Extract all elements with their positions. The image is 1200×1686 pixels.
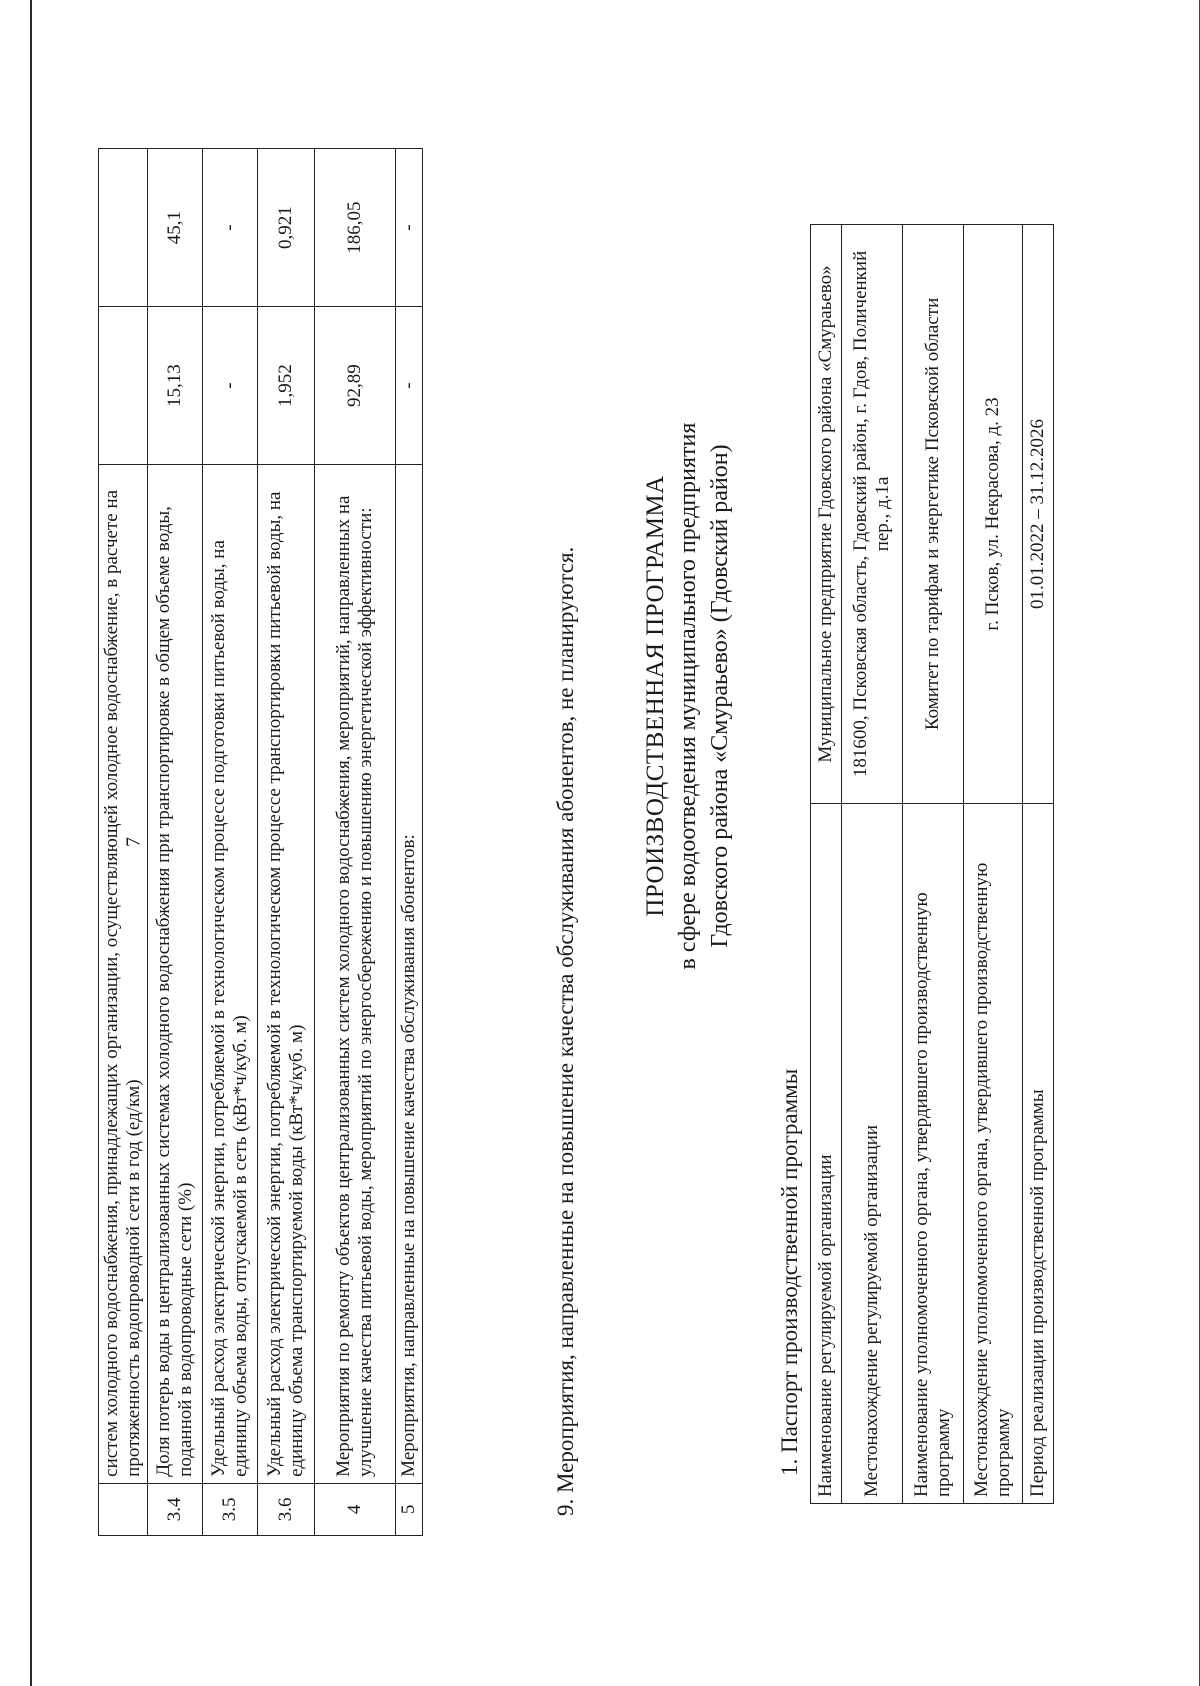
section-9-text: 9. Мероприятия, направленные на повышение качества обслуживания абонентов, не планируются. bbox=[553, 546, 578, 1516]
program-title-block bbox=[640, 346, 736, 1046]
row-value-2: 0,921 bbox=[258, 149, 315, 307]
table-row bbox=[811, 225, 842, 1504]
passport-key: Наименование уполномоченного органа, утвердившего производственную программу bbox=[903, 803, 964, 1503]
row-number: 5 bbox=[396, 1483, 423, 1535]
table-row bbox=[396, 149, 423, 1536]
row-value-1: 92,89 bbox=[315, 307, 396, 465]
row-value-1: 15,13 bbox=[148, 307, 203, 465]
row-number: 3.4 bbox=[148, 1483, 203, 1535]
page-number: 7 bbox=[122, 837, 145, 847]
passport-value: г. Псков, ул. Некрасова, д. 23 bbox=[964, 225, 1023, 804]
row-description: Мероприятия по ремонту объектов централизованных систем холодного водоснабжения, мероприятий, направленных на улучшение качества питьевой воды, мероприятий по энергосбережению и повышению энергетической эффективности: bbox=[315, 464, 396, 1483]
table-row bbox=[148, 149, 203, 1536]
row-value-1 bbox=[99, 307, 148, 465]
program-title: ПРОИЗВОДСТВЕННАЯ ПРОГРАММА bbox=[642, 475, 669, 917]
passport-key: Наименование регулируемой организации bbox=[811, 803, 842, 1503]
program-subtitle-line-2: Гдовского района «Смураьево» (Гдовский район) bbox=[707, 444, 733, 948]
passport-value: 01.01.2022 – 31.12.2026 bbox=[1023, 225, 1054, 804]
row-description: Удельный расход электрической энергии, потребляемой в технологическом процессе подготовки питьевой воды, на единицу объема воды, отпускаемой в сеть (кВт*ч/куб. м) bbox=[203, 464, 258, 1483]
row-value-1: - bbox=[203, 307, 258, 465]
row-value-2 bbox=[99, 149, 148, 307]
row-number: 3.5 bbox=[203, 1483, 258, 1535]
table-row bbox=[203, 149, 258, 1536]
row-value-2: - bbox=[396, 149, 423, 307]
row-value-2: 45,1 bbox=[148, 149, 203, 307]
passport-heading: 1. Паспорт производственной программы bbox=[777, 1068, 802, 1476]
table-row bbox=[315, 149, 396, 1536]
row-description: систем холодного водоснабжения, принадлежащих организации, осуществляющей холодное водоснабжение, в расчете на протяженность водопроводной сети в год (ед/км) bbox=[99, 464, 148, 1483]
table-row bbox=[903, 225, 964, 1504]
passport-table bbox=[810, 224, 1054, 1504]
table-row bbox=[1023, 225, 1054, 1504]
row-number: 4 bbox=[315, 1483, 396, 1535]
row-value-2: 186,05 bbox=[315, 149, 396, 307]
passport-value: 181600, Псковская область, Гдовский район, г. Гдов, Поличенкий пер., д.1а bbox=[842, 225, 903, 804]
row-description: Доля потерь воды в централизованных системах холодного водоснабжения при транспортировке в общем объеме воды, поданной в водопроводные сети (%) bbox=[148, 464, 203, 1483]
passport-value: Муниципальное предприятие Гдовского района «Смураьево» bbox=[811, 225, 842, 804]
passport-value: Комитет по тарифам и энергетике Псковской области bbox=[903, 225, 964, 804]
passport-key: Местонахождение уполномоченного органа, утвердившего производственную программу bbox=[964, 803, 1023, 1503]
passport-key: Местонахождение регулируемой организации bbox=[842, 803, 903, 1503]
passport-key: Период реализации производственной программы bbox=[1023, 803, 1054, 1503]
row-number bbox=[99, 1483, 148, 1535]
row-number: 3.6 bbox=[258, 1483, 315, 1535]
program-subtitle-line-1: в сфере водоотведения муниципального предприятия bbox=[675, 422, 701, 970]
row-description: Мероприятия, направленные на повышение качества обслуживания абонентов: bbox=[396, 464, 423, 1483]
row-value-1: - bbox=[396, 307, 423, 465]
row-value-2: - bbox=[203, 149, 258, 307]
indicators-table bbox=[98, 148, 423, 1536]
row-value-1: 1,952 bbox=[258, 307, 315, 465]
table-row bbox=[258, 149, 315, 1536]
table-row bbox=[842, 225, 903, 1504]
table-row bbox=[99, 149, 148, 1536]
table-row bbox=[964, 225, 1023, 1504]
row-description: Удельный расход электрической энергии, потребляемой в технологическом процессе транспортировки питьевой воды, на единицу объема транспортируемой воды (кВт*ч/куб. м) bbox=[258, 464, 315, 1483]
